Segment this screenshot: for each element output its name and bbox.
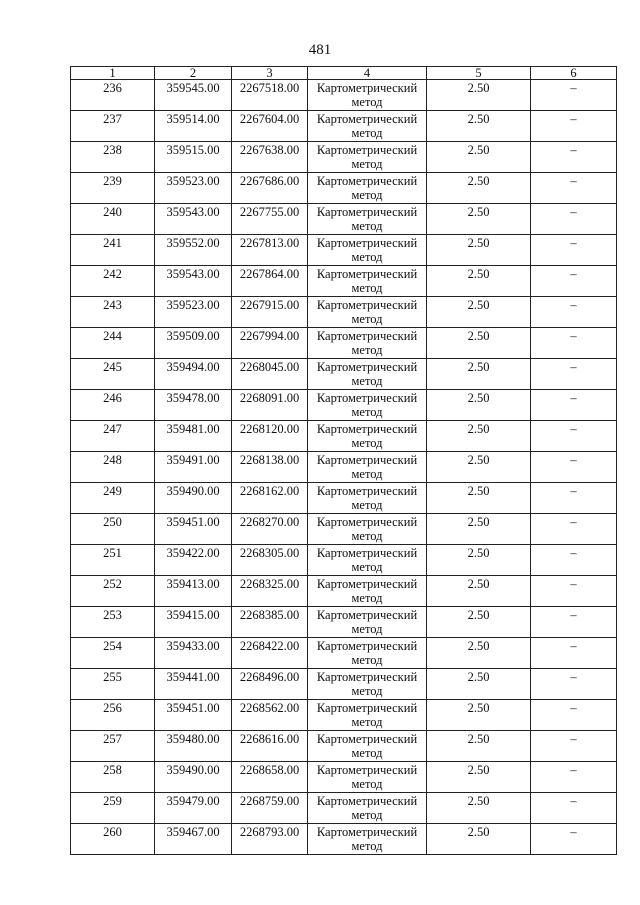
column-header-2: 2 [155, 67, 232, 80]
table-row [71, 421, 617, 452]
precision-value: 2.50 [427, 762, 531, 793]
table-row [71, 235, 617, 266]
method-cell [308, 514, 427, 545]
method-line-1: Картометрический [316, 515, 418, 529]
column-header-3: 3 [232, 67, 308, 80]
method-cell [308, 297, 427, 328]
method-cell [308, 173, 427, 204]
note-dash: – [531, 824, 617, 855]
method-line-1: Картометрический [316, 825, 418, 839]
table-row [71, 700, 617, 731]
coordinate-x: 359491.00 [155, 452, 232, 483]
method-line-1: Картометрический [316, 608, 418, 622]
coordinate-y: 2268422.00 [232, 638, 308, 669]
method-line-1: Картометрический [316, 577, 418, 591]
point-number: 247 [71, 421, 155, 452]
coordinate-y: 2267638.00 [232, 142, 308, 173]
method-line-2: метод [351, 498, 383, 512]
method-line-1: Картометрический [316, 484, 418, 498]
method-line-1: Картометрический [316, 546, 418, 560]
table-row [71, 669, 617, 700]
coordinate-y: 2268120.00 [232, 421, 308, 452]
precision-value: 2.50 [427, 700, 531, 731]
table-row [71, 452, 617, 483]
method-cell [308, 266, 427, 297]
method-line-1: Картометрический [316, 453, 418, 467]
note-dash: – [531, 328, 617, 359]
coordinate-y: 2267686.00 [232, 173, 308, 204]
method-line-1: Картометрический [316, 143, 418, 157]
coordinate-y: 2267994.00 [232, 328, 308, 359]
coordinate-x: 359523.00 [155, 173, 232, 204]
table-row [71, 607, 617, 638]
precision-value: 2.50 [427, 142, 531, 173]
coordinate-x: 359509.00 [155, 328, 232, 359]
table-row [71, 328, 617, 359]
point-number: 248 [71, 452, 155, 483]
note-dash: – [531, 793, 617, 824]
coordinate-y: 2267604.00 [232, 111, 308, 142]
point-number: 253 [71, 607, 155, 638]
method-line-1: Картометрический [316, 298, 418, 312]
coordinate-y: 2268616.00 [232, 731, 308, 762]
coordinate-y: 2267755.00 [232, 204, 308, 235]
coordinate-y: 2268162.00 [232, 483, 308, 514]
coordinate-y: 2267813.00 [232, 235, 308, 266]
table-row [71, 576, 617, 607]
note-dash: – [531, 607, 617, 638]
method-line-2: метод [351, 126, 383, 140]
method-line-2: метод [351, 839, 383, 853]
method-line-1: Картометрический [316, 732, 418, 746]
coordinate-y: 2267864.00 [232, 266, 308, 297]
point-number: 237 [71, 111, 155, 142]
method-cell [308, 824, 427, 855]
method-line-2: метод [351, 281, 383, 295]
coordinates-table [70, 66, 617, 855]
precision-value: 2.50 [427, 483, 531, 514]
point-number: 257 [71, 731, 155, 762]
method-cell [308, 235, 427, 266]
method-cell [308, 669, 427, 700]
coordinate-x: 359413.00 [155, 576, 232, 607]
point-number: 238 [71, 142, 155, 173]
coordinate-y: 2268305.00 [232, 545, 308, 576]
coordinate-x: 359490.00 [155, 483, 232, 514]
table-row [71, 793, 617, 824]
method-line-2: метод [351, 684, 383, 698]
method-cell [308, 731, 427, 762]
method-line-1: Картометрический [316, 422, 418, 436]
table-row [71, 111, 617, 142]
method-line-2: метод [351, 157, 383, 171]
note-dash: – [531, 204, 617, 235]
coordinate-x: 359490.00 [155, 762, 232, 793]
method-line-1: Картометрический [316, 794, 418, 808]
precision-value: 2.50 [427, 390, 531, 421]
coordinate-x: 359478.00 [155, 390, 232, 421]
precision-value: 2.50 [427, 731, 531, 762]
point-number: 244 [71, 328, 155, 359]
coordinate-y: 2268793.00 [232, 824, 308, 855]
point-number: 246 [71, 390, 155, 421]
precision-value: 2.50 [427, 328, 531, 359]
point-number: 252 [71, 576, 155, 607]
table-row [71, 297, 617, 328]
method-line-2: метод [351, 405, 383, 419]
note-dash: – [531, 297, 617, 328]
coordinate-y: 2268658.00 [232, 762, 308, 793]
note-dash: – [531, 235, 617, 266]
method-cell [308, 607, 427, 638]
precision-value: 2.50 [427, 452, 531, 483]
coordinate-y: 2268759.00 [232, 793, 308, 824]
note-dash: – [531, 390, 617, 421]
method-line-2: метод [351, 777, 383, 791]
method-cell [308, 483, 427, 514]
method-line-2: метод [351, 219, 383, 233]
point-number: 243 [71, 297, 155, 328]
method-line-1: Картометрический [316, 205, 418, 219]
method-line-1: Картометрический [316, 329, 418, 343]
note-dash: – [531, 421, 617, 452]
method-line-2: метод [351, 95, 383, 109]
method-line-2: метод [351, 653, 383, 667]
table-row [71, 266, 617, 297]
table-row [71, 762, 617, 793]
coordinate-y: 2268045.00 [232, 359, 308, 390]
coordinate-y: 2268562.00 [232, 700, 308, 731]
precision-value: 2.50 [427, 607, 531, 638]
note-dash: – [531, 142, 617, 173]
note-dash: – [531, 111, 617, 142]
precision-value: 2.50 [427, 80, 531, 111]
note-dash: – [531, 514, 617, 545]
point-number: 241 [71, 235, 155, 266]
note-dash: – [531, 731, 617, 762]
precision-value: 2.50 [427, 514, 531, 545]
method-line-2: метод [351, 808, 383, 822]
table-body [71, 80, 617, 855]
precision-value: 2.50 [427, 297, 531, 328]
coordinate-x: 359514.00 [155, 111, 232, 142]
method-cell [308, 80, 427, 111]
coordinate-x: 359552.00 [155, 235, 232, 266]
note-dash: – [531, 669, 617, 700]
method-line-2: метод [351, 529, 383, 543]
method-line-2: метод [351, 312, 383, 326]
method-cell [308, 204, 427, 235]
method-line-2: метод [351, 188, 383, 202]
method-line-1: Картометрический [316, 267, 418, 281]
precision-value: 2.50 [427, 793, 531, 824]
precision-value: 2.50 [427, 359, 531, 390]
coordinate-y: 2268138.00 [232, 452, 308, 483]
table-row [71, 638, 617, 669]
method-line-2: метод [351, 467, 383, 481]
point-number: 255 [71, 669, 155, 700]
point-number: 256 [71, 700, 155, 731]
precision-value: 2.50 [427, 669, 531, 700]
method-line-1: Картометрический [316, 174, 418, 188]
precision-value: 2.50 [427, 111, 531, 142]
note-dash: – [531, 762, 617, 793]
table-row [71, 731, 617, 762]
precision-value: 2.50 [427, 173, 531, 204]
coordinate-x: 359451.00 [155, 514, 232, 545]
coordinate-y: 2267518.00 [232, 80, 308, 111]
point-number: 250 [71, 514, 155, 545]
precision-value: 2.50 [427, 235, 531, 266]
coordinate-x: 359451.00 [155, 700, 232, 731]
method-line-1: Картометрический [316, 81, 418, 95]
method-line-1: Картометрический [316, 639, 418, 653]
note-dash: – [531, 80, 617, 111]
point-number: 259 [71, 793, 155, 824]
point-number: 240 [71, 204, 155, 235]
column-header-1: 1 [71, 67, 155, 80]
table-row [71, 483, 617, 514]
coordinate-y: 2268496.00 [232, 669, 308, 700]
coordinate-x: 359543.00 [155, 204, 232, 235]
point-number: 239 [71, 173, 155, 204]
coordinate-x: 359523.00 [155, 297, 232, 328]
method-cell [308, 328, 427, 359]
table-row [71, 173, 617, 204]
method-cell [308, 545, 427, 576]
method-line-1: Картометрический [316, 670, 418, 684]
precision-value: 2.50 [427, 266, 531, 297]
page-number: 481 [308, 42, 332, 58]
table-row [71, 390, 617, 421]
method-line-1: Картометрический [316, 360, 418, 374]
coordinate-x: 359433.00 [155, 638, 232, 669]
method-cell [308, 576, 427, 607]
method-line-2: метод [351, 715, 383, 729]
method-cell [308, 638, 427, 669]
point-number: 242 [71, 266, 155, 297]
note-dash: – [531, 452, 617, 483]
coordinate-y: 2268385.00 [232, 607, 308, 638]
method-cell [308, 793, 427, 824]
note-dash: – [531, 545, 617, 576]
method-line-2: метод [351, 622, 383, 636]
method-line-2: метод [351, 560, 383, 574]
method-line-2: метод [351, 343, 383, 357]
table-row [71, 80, 617, 111]
coordinate-x: 359545.00 [155, 80, 232, 111]
method-line-2: метод [351, 746, 383, 760]
coordinate-x: 359480.00 [155, 731, 232, 762]
note-dash: – [531, 638, 617, 669]
method-line-1: Картометрический [316, 701, 418, 715]
coordinate-x: 359543.00 [155, 266, 232, 297]
method-line-2: метод [351, 436, 383, 450]
precision-value: 2.50 [427, 576, 531, 607]
precision-value: 2.50 [427, 421, 531, 452]
table-row [71, 824, 617, 855]
coordinate-y: 2268325.00 [232, 576, 308, 607]
coordinate-x: 359467.00 [155, 824, 232, 855]
coordinate-y: 2268091.00 [232, 390, 308, 421]
method-line-1: Картометрический [316, 763, 418, 777]
method-cell [308, 452, 427, 483]
point-number: 254 [71, 638, 155, 669]
point-number: 245 [71, 359, 155, 390]
method-line-2: метод [351, 250, 383, 264]
coordinate-y: 2268270.00 [232, 514, 308, 545]
column-header-4: 4 [308, 67, 427, 80]
column-header-5: 5 [427, 67, 531, 80]
note-dash: – [531, 173, 617, 204]
method-line-2: метод [351, 374, 383, 388]
note-dash: – [531, 700, 617, 731]
coordinate-x: 359515.00 [155, 142, 232, 173]
method-cell [308, 421, 427, 452]
note-dash: – [531, 576, 617, 607]
method-cell [308, 142, 427, 173]
coordinate-x: 359441.00 [155, 669, 232, 700]
method-cell [308, 762, 427, 793]
method-line-1: Картометрический [316, 112, 418, 126]
method-line-1: Картометрический [316, 391, 418, 405]
point-number: 260 [71, 824, 155, 855]
coordinate-x: 359481.00 [155, 421, 232, 452]
table-row [71, 545, 617, 576]
note-dash: – [531, 266, 617, 297]
table-row [71, 359, 617, 390]
coordinate-x: 359494.00 [155, 359, 232, 390]
header-row [71, 67, 617, 80]
column-header-6: 6 [531, 67, 617, 80]
coordinate-y: 2267915.00 [232, 297, 308, 328]
method-cell [308, 359, 427, 390]
point-number: 249 [71, 483, 155, 514]
precision-value: 2.50 [427, 638, 531, 669]
coordinate-x: 359479.00 [155, 793, 232, 824]
method-cell [308, 111, 427, 142]
coordinate-x: 359422.00 [155, 545, 232, 576]
note-dash: – [531, 483, 617, 514]
point-number: 251 [71, 545, 155, 576]
precision-value: 2.50 [427, 824, 531, 855]
note-dash: – [531, 359, 617, 390]
table-row [71, 142, 617, 173]
method-line-1: Картометрический [316, 236, 418, 250]
point-number: 236 [71, 80, 155, 111]
table-row [71, 514, 617, 545]
coordinate-x: 359415.00 [155, 607, 232, 638]
method-line-2: метод [351, 591, 383, 605]
precision-value: 2.50 [427, 545, 531, 576]
method-cell [308, 390, 427, 421]
table-row [71, 204, 617, 235]
precision-value: 2.50 [427, 204, 531, 235]
point-number: 258 [71, 762, 155, 793]
method-cell [308, 700, 427, 731]
